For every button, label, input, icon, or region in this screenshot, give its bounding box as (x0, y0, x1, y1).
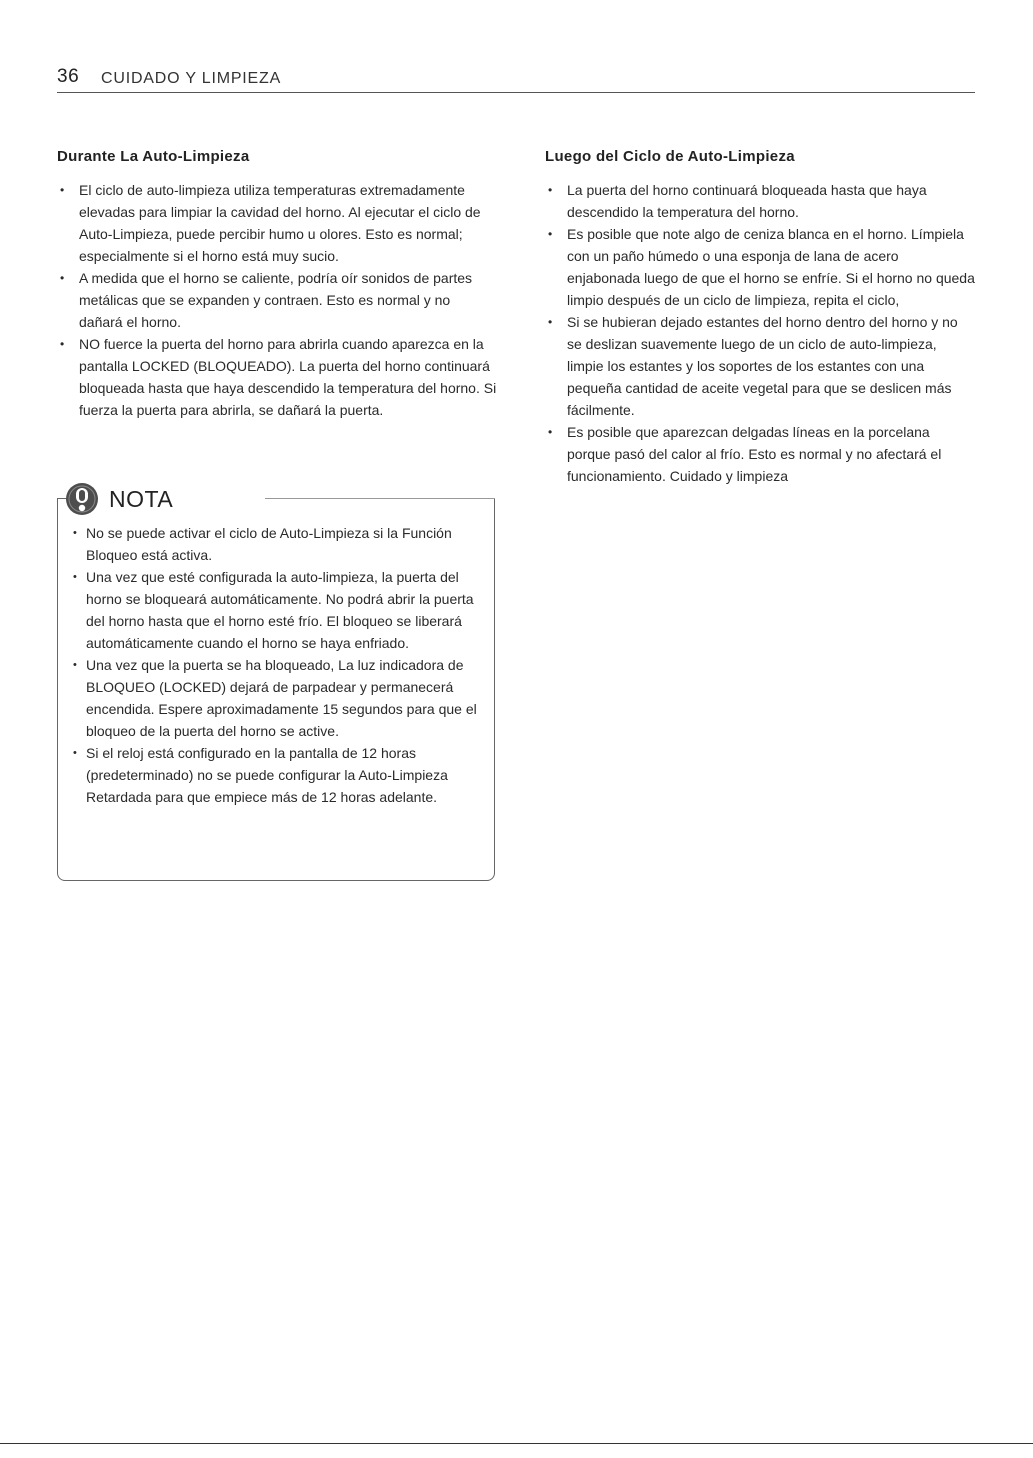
list-item (73, 566, 483, 654)
list-item (57, 333, 497, 421)
page-header (57, 66, 975, 93)
left-list (57, 179, 497, 421)
list-item-text: El ciclo de auto-limpieza utiliza temperaturas extremadamente elevadas para limpiar la cavidad del horno. Al ejecutar el ciclo de Auto-Limpieza, puede percibir humo u olores. Esto es normal; especialmente si el horno está muy sucio. (79, 182, 481, 264)
list-item (57, 179, 497, 267)
list-item (73, 522, 483, 566)
list-item (73, 654, 483, 742)
right-column (545, 148, 975, 487)
bullet-icon: • (548, 425, 553, 439)
nota-divider (265, 498, 495, 499)
section-title: CUIDADO Y LIMPIEZA (101, 70, 282, 87)
list-item (57, 267, 497, 333)
page-bottom-rule (0, 1443, 1033, 1444)
list-item-text: Es posible que note algo de ceniza blanca en el horno. Límpiela con un paño húmedo o una esponja de lana de acero enjabonada luego de que el horno se enfríe. Si el horno no queda limpio después de un ciclo de limpieza, repita el ciclo, (567, 226, 975, 308)
list-item (545, 421, 975, 487)
left-heading: Durante La Auto-Limpieza (57, 148, 250, 165)
nota-box (57, 482, 495, 882)
nota-list (73, 522, 483, 808)
bullet-icon: • (548, 183, 553, 197)
right-heading: Luego del Ciclo de Auto-Limpieza (545, 148, 795, 165)
list-item-text: Una vez que la puerta se ha bloqueado, La luz indicadora de BLOQUEO (LOCKED) dejará de parpadear y permanecerá encendida. Espere aproximadamente 15 segundos para que el bloqueo de la puerta del horno se active. (86, 657, 477, 739)
bullet-icon: • (73, 571, 77, 583)
page-number: 36 (57, 66, 80, 87)
list-item-text: A medida que el horno se caliente, podría oír sonidos de partes metálicas que se expanden y contraen. Esto es normal y no dañará el horno. (79, 270, 473, 330)
list-item-text: Es posible que aparezcan delgadas líneas en la porcelana porque pasó del calor al frío. Esto es normal y no afectará el funcionamiento. Cuidado y limpieza (567, 424, 942, 484)
bullet-icon: • (73, 747, 77, 759)
bullet-icon: • (73, 527, 77, 539)
right-list (545, 179, 975, 487)
list-item-text: La puerta del horno continuará bloqueada hasta que haya descendido la temperatura del horno. (567, 182, 927, 220)
bullet-icon: • (60, 271, 65, 285)
nota-title: NOTA (109, 486, 174, 512)
bullet-icon: • (73, 659, 77, 671)
list-item-text: No se puede activar el ciclo de Auto-Limpieza si la Función Bloqueo está activa. (86, 525, 452, 563)
list-item-text: NO fuerce la puerta del horno para abrirla cuando aparezca en la pantalla LOCKED (BLOQUEADO). La puerta del horno continuará bloqueada hasta que haya descendido la temperatura del horno. Si fuerza la puerta para abrirla, se dañará la puerta. (79, 336, 497, 418)
bullet-icon: • (60, 337, 65, 351)
list-item (545, 311, 975, 421)
list-item-text: Si el reloj está configurado en la pantalla de 12 horas (predeterminado) no se puede configurar la Auto-Limpieza Retardada para que empiece más de 12 horas adelante. (86, 745, 448, 805)
bullet-icon: • (60, 183, 65, 197)
list-item (73, 742, 483, 808)
list-item-text: Si se hubieran dejado estantes del horno dentro del horno y no se deslizan suavemente luego de un ciclo de auto-limpieza, limpie los estantes y los soportes de los estantes con una pequeña cantidad de aceite vegetal para que se deslicen más fácilmente. (567, 314, 958, 418)
list-item (545, 179, 975, 223)
exclamation-circle-icon (65, 482, 99, 516)
bullet-icon: • (548, 315, 553, 329)
list-item-text: Una vez que esté configurada la auto-limpieza, la puerta del horno se bloqueará automáticamente. No podrá abrir la puerta del horno hasta que el horno esté frío. El bloqueo se liberará automáticamente cuando el horno se haya enfriado. (86, 569, 474, 651)
left-column (57, 148, 497, 421)
list-item (545, 223, 975, 311)
bullet-icon: • (548, 227, 553, 241)
